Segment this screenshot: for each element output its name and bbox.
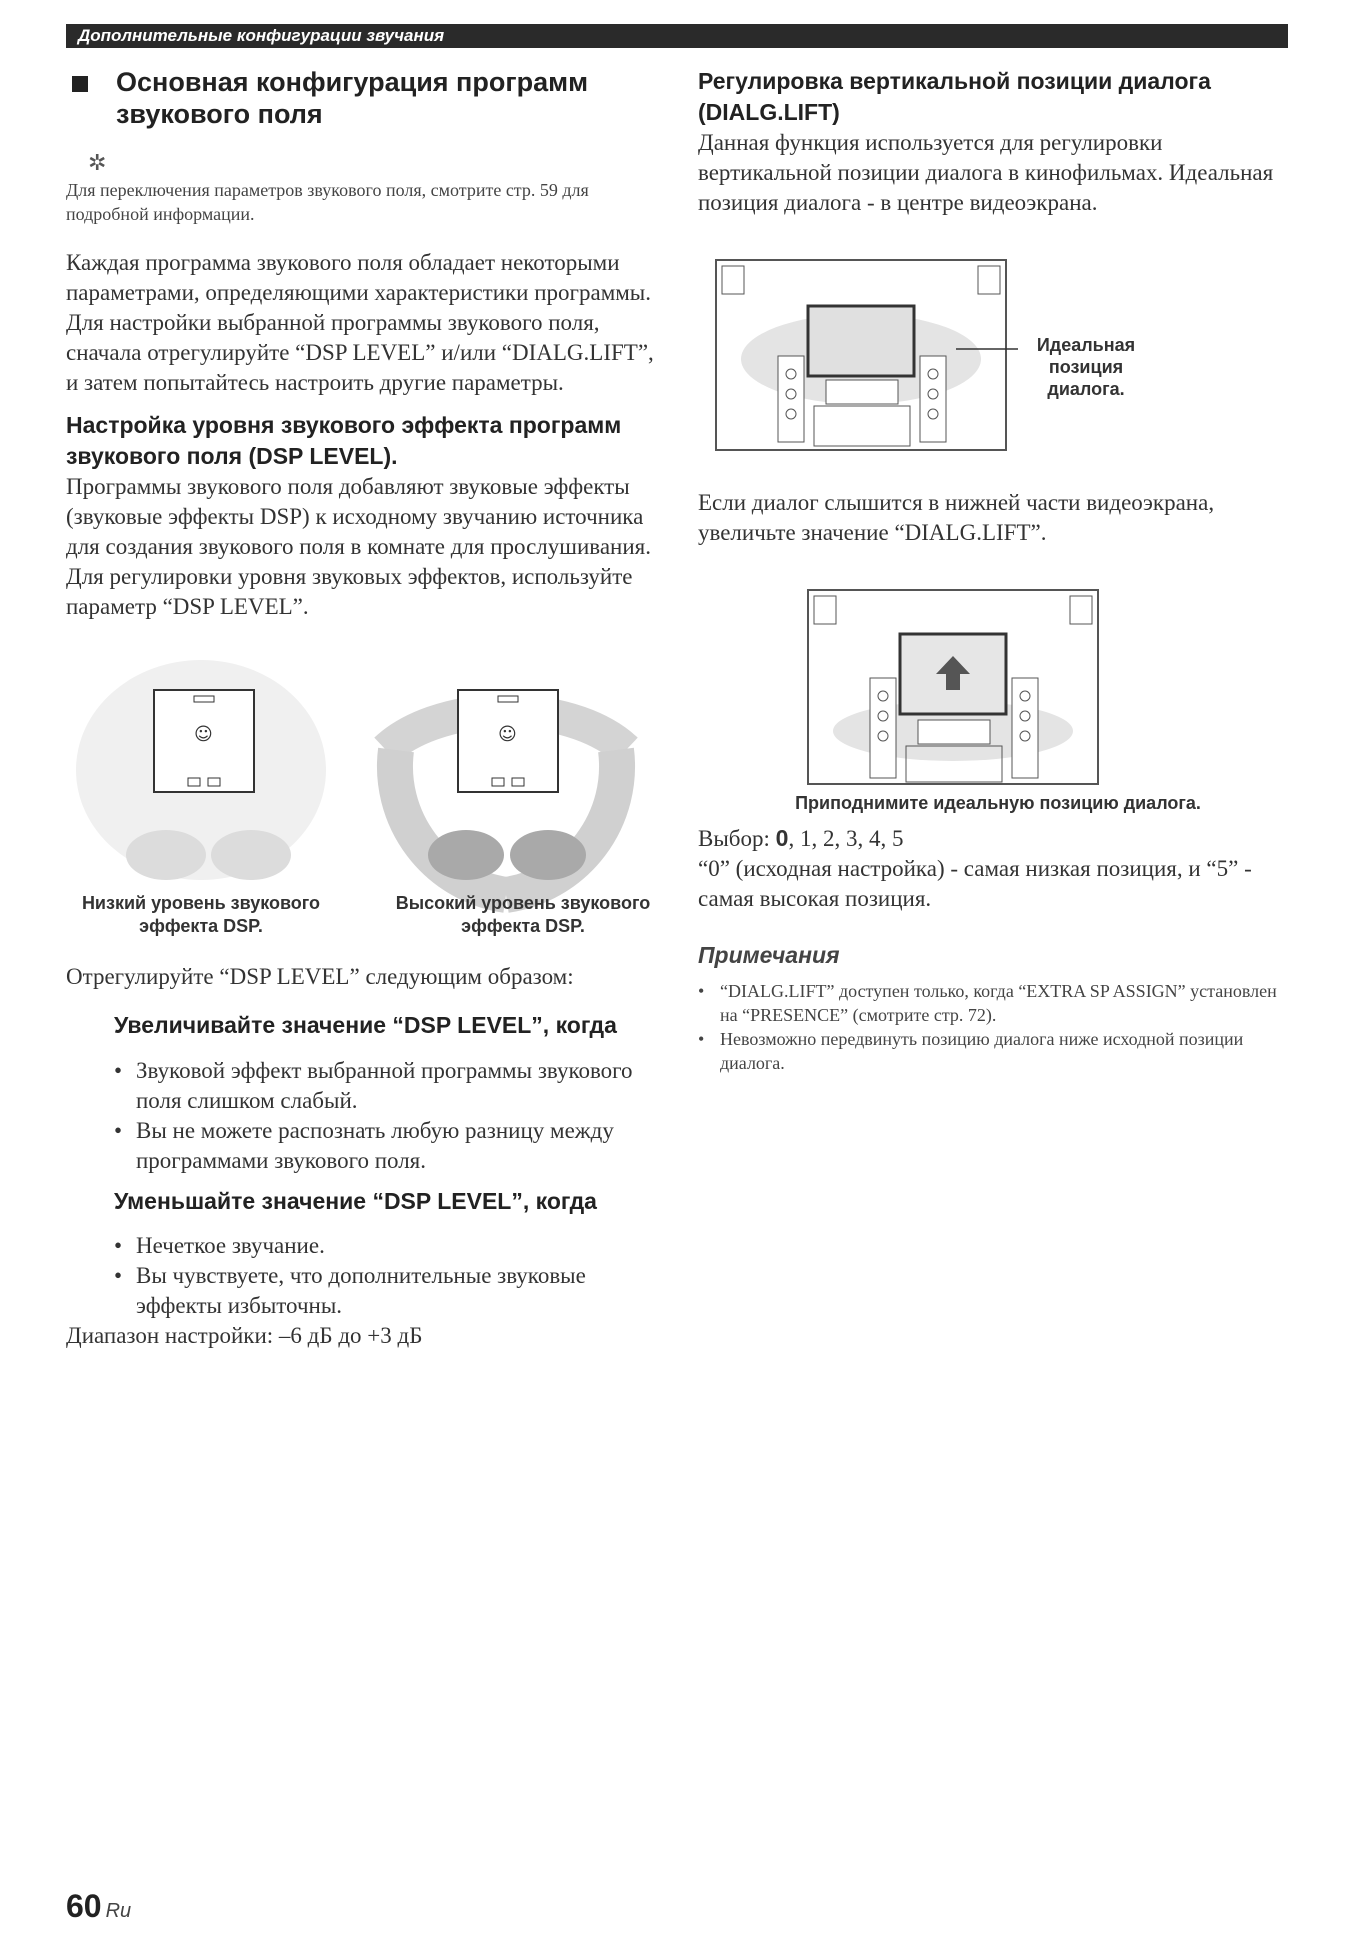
ideal-position-figure [698, 256, 1298, 456]
main-title: Основная конфигурация программ звукового поля [116, 67, 589, 129]
choice-description: “0” (исходная настройка) - самая низкая позиция, и “5” - самая высокая позиция. [698, 856, 1252, 911]
dialog-lift-heading: Регулировка вертикальной позиции диалога (DIALG.LIFT) [698, 68, 1211, 125]
dsp-diagrams [66, 660, 666, 960]
low-level-diagram [76, 660, 326, 880]
ideal-position-diagram [698, 256, 1298, 456]
page-number [66, 1888, 131, 1925]
choice-line [698, 823, 1298, 854]
page-number-value: 60 [66, 1888, 102, 1924]
raise-position-caption: Приподнимите идеальную позицию диалога. [795, 793, 1201, 813]
intro-paragraph: Каждая программа звукового поля обладает некоторыми параметрами, определяющими характеристики программы. Для настройки выбранной программы звукового поля, сначала отрегулируйте “DSP LEVEL” и/или “DIALG.LIFT”, и затем попытайтесь настроить другие параметры. [66, 250, 654, 395]
tip-text: Для переключения параметров звукового поля, смотрите стр. 59 для подробной информации. [66, 180, 589, 224]
choice-default: 0 [775, 825, 789, 851]
main-title-block [66, 66, 666, 130]
right-column [698, 66, 1298, 1075]
list-item: • Невозможно передвинуть позицию диалога ниже исходной позиции диалога. [698, 1027, 1298, 1075]
section-header-bar [66, 24, 1288, 48]
list-item: • Вы не можете распознать любую разницу между программами звукового поля. [114, 1116, 666, 1176]
caption-low-level: Низкий уровень звукового эффекта DSP. [81, 893, 321, 936]
tip-icon: ✲ [88, 150, 107, 175]
range-paragraph: Диапазон настройки: –6 дБ до +3 дБ [66, 1323, 423, 1348]
dsp-level-paragraph: Программы звукового поля добавляют звуковые эффекты (звуковые эффекты DSP) к исходному звучанию источника для создания звукового поля в комнате для прослушивания. Для регулировки уровня звуковых эффектов, используйте параметр “DSP LEVEL”. [66, 474, 652, 619]
increase-block [66, 1008, 666, 1176]
list-item: • Нечеткое звучание. [114, 1231, 666, 1261]
list-item: • Звуковой эффект выбранной программы звукового поля слишком слабый. [114, 1056, 666, 1116]
svg-text:☺: ☺ [194, 724, 213, 745]
page-language: Ru [105, 1900, 132, 1922]
decrease-block [66, 1186, 666, 1321]
section-title: Дополнительные конфигурации звучания [78, 26, 445, 45]
low-dialog-paragraph: Если диалог слышится в нижней части видеоэкрана, увеличьте значение “DIALG.LIFT”. [698, 490, 1215, 545]
high-level-diagram [386, 690, 626, 895]
list-item: • Вы чувствуете, что дополнительные звуковые эффекты избыточны. [114, 1261, 666, 1321]
left-column [66, 66, 666, 1351]
raise-position-figure [698, 586, 1298, 786]
increase-heading: Увеличивайте значение “DSP LEVEL”, когда [114, 1012, 617, 1038]
svg-text:☺: ☺ [498, 724, 517, 745]
notes-list [698, 979, 1298, 1075]
choice-label: Выбор: [698, 826, 776, 851]
decrease-list [114, 1231, 666, 1321]
dsp-level-heading: Настройка уровня звукового эффекта программ звукового поля (DSP LEVEL). [66, 412, 622, 469]
caption-high-level: Высокий уровень звукового эффекта DSP. [395, 893, 651, 936]
dialog-lift-paragraph: Данная функция используется для регулировки вертикальной позиции диалога в кинофильмах. Идеальная позиция диалога - в центре видеоэкрана. [698, 130, 1274, 215]
increase-list [114, 1056, 666, 1176]
adjust-paragraph: Отрегулируйте “DSP LEVEL” следующим образом: [66, 964, 574, 989]
ideal-position-label: Идеальная позиция диалога. [1036, 335, 1136, 399]
notes-heading: Примечания [698, 942, 840, 968]
decrease-heading: Уменьшайте значение “DSP LEVEL”, когда [114, 1188, 597, 1214]
title-square-icon [72, 76, 88, 92]
choice-rest: , 1, 2, 3, 4, 5 [788, 826, 904, 851]
list-item: • “DIALG.LIFT” доступен только, когда “EXTRA SP ASSIGN” установлен на “PRESENCE” (смотрите стр. 72). [698, 979, 1298, 1027]
tip-block [66, 150, 666, 226]
raise-position-diagram [698, 586, 1298, 786]
